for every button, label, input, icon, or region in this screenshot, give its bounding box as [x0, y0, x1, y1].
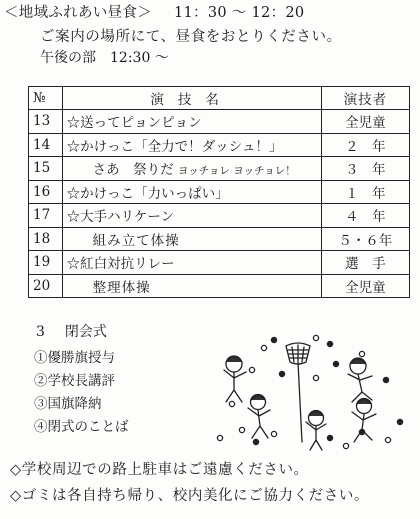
- row-no: 15: [29, 157, 63, 181]
- afternoon-time: 12:30 〜: [110, 50, 169, 66]
- row-no: 13: [29, 110, 63, 134]
- table-row: [29, 274, 410, 298]
- row-no: 14: [29, 133, 63, 157]
- row-name: 組み立て体操: [62, 227, 321, 251]
- row-name-main: さあ 祭りだ: [92, 162, 174, 179]
- row-performer: ２ 年: [321, 133, 409, 157]
- row-name: ☆大手ハリケーン: [62, 204, 321, 228]
- row-name: ☆かけっこ「全力で！ダッシュ！」: [62, 133, 321, 157]
- row-name: ☆紅白対抗リレー: [62, 251, 321, 275]
- table-row: [29, 227, 410, 251]
- ball-toss-children-icon: [212, 334, 408, 452]
- notice-parking: ◇学校周辺での路上駐車はご遠慮ください。: [10, 462, 309, 478]
- table-row: [29, 204, 410, 228]
- row-no: 20: [29, 274, 63, 298]
- closing-heading: [36, 323, 107, 341]
- table-row: [29, 110, 410, 134]
- row-name: [62, 157, 321, 181]
- afternoon-heading: [40, 49, 169, 67]
- afternoon-label: 午後の部: [40, 50, 96, 66]
- column-header-name: 演技名: [62, 87, 321, 110]
- lunch-heading: [4, 4, 304, 22]
- program-table: [28, 86, 410, 298]
- table-row: [29, 133, 410, 157]
- row-name-chant: ヨッチョレ ヨッチョレ！: [177, 165, 296, 178]
- list-item: ①優勝旗授与: [34, 350, 115, 366]
- row-no: 19: [29, 251, 63, 275]
- row-performer: １ 年: [321, 180, 409, 204]
- row-performer: ５・６年: [321, 227, 409, 251]
- row-performer: 選 手: [321, 251, 409, 275]
- lunch-instruction: ご案内の場所にて、昼食をおとりください。: [40, 29, 342, 45]
- closing-title: 閉会式: [64, 324, 107, 340]
- row-name: ☆かけっこ「力いっぱい」: [62, 180, 321, 204]
- row-performer: ４ 年: [321, 204, 409, 228]
- row-performer: ３ 年: [321, 157, 409, 181]
- column-header-no: №: [29, 87, 63, 110]
- row-no: 16: [29, 180, 63, 204]
- table-row: [29, 251, 410, 275]
- list-item: ②学校長講評: [34, 373, 115, 389]
- notice-garbage: ◇ゴミは各自持ち帰り、校内美化にご協力ください。: [10, 488, 370, 504]
- row-performer: 全児童: [321, 274, 409, 298]
- column-header-performer: 演技者: [321, 87, 409, 110]
- table-row: [29, 180, 410, 204]
- table-row: [29, 157, 410, 181]
- row-performer: 全児童: [321, 110, 409, 134]
- list-item: ④閉式のことば: [34, 419, 129, 435]
- list-item: ③国旗降納: [34, 396, 102, 412]
- closing-number: 3: [36, 324, 45, 340]
- closing-list: [34, 348, 129, 440]
- row-no: 17: [29, 204, 63, 228]
- row-no: 18: [29, 227, 63, 251]
- row-name: 整理体操: [62, 274, 321, 298]
- lunch-time: 11：30 〜 12：20: [174, 5, 305, 21]
- row-name: ☆送ってピョンピョン: [62, 110, 321, 134]
- lunch-title: ＜地域ふれあい昼食＞: [4, 5, 152, 21]
- program-table-header: [29, 87, 410, 110]
